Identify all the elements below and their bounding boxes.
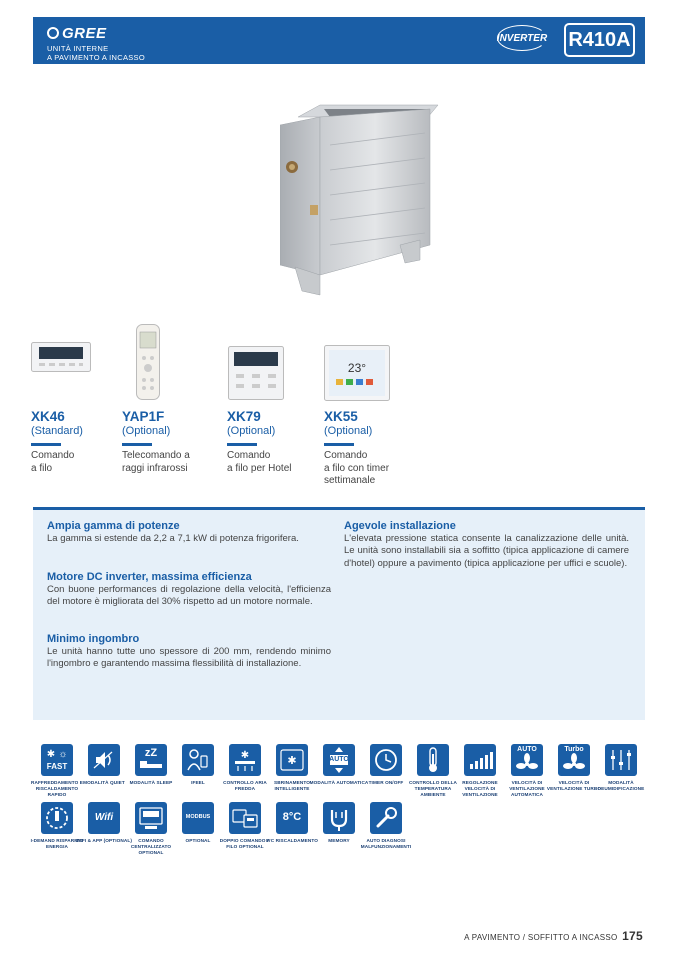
dehumidify-icon-item xyxy=(591,744,651,792)
icon-label: REGOLAZIONE VELOCITÀ DI VENTILAZIONE xyxy=(462,780,498,797)
fast-icon xyxy=(41,744,73,776)
inverter-logo xyxy=(493,23,551,57)
desc-line: Comando xyxy=(31,450,75,461)
icon-label: VELOCITÀ DI VENTILAZIONE TURBO xyxy=(546,780,602,791)
gree-logo xyxy=(47,25,107,42)
yap1f-remote-image xyxy=(136,324,160,400)
feature-text: L'elevata pressione statica consente la canalizzazione delle unità. Le unità sono installabili sia a soffitto (tipica applicazione di camere d'hotel) oppure a pavimento (tipica applicazione per uffici e scuole). xyxy=(344,533,629,569)
cold-air-icon-graphic xyxy=(229,744,261,776)
ifeel-icon xyxy=(182,744,214,776)
feature-installation xyxy=(344,520,629,570)
feature-dc-motor xyxy=(47,571,331,609)
icon-label: I-DEMAND RISPARMIO ENERGIA xyxy=(30,838,84,849)
header-subtitle-2: A PAVIMENTO A INCASSO xyxy=(47,53,145,62)
fan-speed-bars-icon xyxy=(464,744,496,776)
icon-label: MODALITÀ SLEEP xyxy=(129,780,173,785)
dehumidify-icon xyxy=(605,744,637,776)
feature-title: Agevole installazione xyxy=(344,520,456,532)
header-subtitle-1: UNITÀ INTERNE xyxy=(47,44,109,53)
brand-text: GREE xyxy=(62,25,107,42)
wrench-icon xyxy=(370,802,402,834)
desc-line: a filo xyxy=(31,462,53,474)
icon-label: TIMER ON/OFF xyxy=(368,780,404,785)
icon-label: SBRINAMENTO INTELLIGENTE xyxy=(274,780,310,791)
icon-label: MODALITÀ AUTOMATICA xyxy=(309,780,369,785)
header-banner xyxy=(33,17,645,64)
controller-type-xk55: (Optional) xyxy=(324,425,373,437)
svg-text:✱: ✱ xyxy=(287,755,297,767)
auto-mode-icon xyxy=(323,744,355,776)
icon-label: CONTROLLO ARIA FREDDA xyxy=(223,780,267,791)
svg-text:23°: 23° xyxy=(347,361,367,375)
icon-label: VELOCITÀ DI VENTILAZIONE AUTOMATICA xyxy=(509,780,545,797)
footer-section: A PAVIMENTO / SOFFITTO A INCASSO xyxy=(464,933,618,942)
fast-icon-graphic xyxy=(41,744,73,776)
controller-name-xk79: XK79 xyxy=(227,409,261,424)
icon-label: 8°C RISCALDAMENTO xyxy=(266,838,318,843)
features-panel xyxy=(33,507,645,720)
controller-name-xk55: XK55 xyxy=(324,409,358,424)
self-diagnosis-icon-item xyxy=(356,802,416,850)
xk79-controller-image xyxy=(228,346,284,400)
turbo-fan-icon xyxy=(558,744,590,776)
controller-desc-xk55 xyxy=(324,450,389,488)
gree-mark-icon xyxy=(47,27,59,39)
icon-label: MEMORY xyxy=(328,838,350,843)
svg-text:✱: ✱ xyxy=(240,750,250,761)
gauge-icon-graphic xyxy=(41,802,73,834)
feature-text: Le unità hanno tutte uno spessore di 200 mm, rendendo minimo l'ingombro e garantendo massima flessibilità di installazione. xyxy=(47,646,331,670)
icon-label: OPTIONAL xyxy=(185,838,211,843)
central-control-icon xyxy=(135,802,167,834)
controller-divider xyxy=(122,443,152,446)
modbus-icon xyxy=(182,802,214,834)
desc-line: Comando xyxy=(227,450,271,461)
xk55-controller-image xyxy=(324,345,390,401)
defrost-icon-graphic xyxy=(276,744,308,776)
speaker-quiet-icon xyxy=(88,744,120,776)
controller-type-xk79: (Optional) xyxy=(227,425,276,437)
auto-glyph: AUTO xyxy=(329,756,349,763)
thermometer-icon-graphic xyxy=(417,744,449,776)
clock-icon-graphic xyxy=(370,744,402,776)
desc-line: a filo con timer xyxy=(324,462,390,474)
idemand-icon xyxy=(41,802,73,834)
sleep-icon xyxy=(135,744,167,776)
icon-label: MODALITÀ QUIET xyxy=(83,780,125,785)
controller-type-yap1f: (Optional) xyxy=(122,425,171,437)
dual-control-icon xyxy=(229,802,261,834)
desc-line: Telecomando a xyxy=(122,450,190,461)
desc-line: Comando xyxy=(324,450,368,461)
indoor-unit-image xyxy=(280,95,440,300)
turbo-glyph: Turbo xyxy=(564,746,584,753)
wifi-glyph: Wifi xyxy=(94,812,114,823)
controller-name-yap1f: YAP1F xyxy=(122,409,165,424)
controller-divider xyxy=(227,443,257,446)
sliders-icon-graphic xyxy=(605,744,637,776)
feature-title: Motore DC inverter, massima efficienza xyxy=(47,571,252,583)
defrost-icon xyxy=(276,744,308,776)
refrigerant-badge: R410A xyxy=(564,23,635,57)
controller-type-xk46: (Standard) xyxy=(31,425,83,437)
icon-label: AUTO DIAGNOSI MALFUNZIONAMENTI xyxy=(360,838,412,849)
icon-label: RAFFREDDAMENTO E RISCALDAMENTO RAPIDO xyxy=(30,780,84,797)
feature-power-range xyxy=(47,520,331,545)
desc-line: raggi infrarossi xyxy=(122,462,188,474)
auto-fan-icon xyxy=(511,744,543,776)
heating-8c-glyph: 8°C xyxy=(282,811,302,823)
icon-label: IFEEL xyxy=(191,780,205,785)
feature-text: La gamma si estende da 2,2 a 7,1 kW di potenza frigorifera. xyxy=(47,533,299,544)
dual-control-icon-graphic xyxy=(229,802,261,834)
feature-text: Con buone performances di regolazione della velocità, l'efficienza del motore è migliorata del 30% rispetto ad un motore normale. xyxy=(47,584,331,608)
controller-divider xyxy=(324,443,354,446)
plug-icon-graphic xyxy=(323,802,355,834)
bars-icon-graphic xyxy=(464,744,496,776)
controller-desc-yap1f xyxy=(122,450,190,475)
controller-desc-xk79 xyxy=(227,450,291,475)
controller-desc-xk46 xyxy=(31,450,74,475)
icon-label: DOPPIO COMANDO A FILO OPTIONAL xyxy=(219,838,271,849)
timer-icon xyxy=(370,744,402,776)
svg-text:✱: ✱ xyxy=(46,749,56,760)
page-footer xyxy=(464,929,643,943)
cold-air-icon xyxy=(229,744,261,776)
central-control-icon-graphic xyxy=(135,802,167,834)
page-number: 175 xyxy=(622,929,643,943)
icon-label: CONTROLLO DELLA TEMPERATURA AMBIENTE xyxy=(408,780,458,797)
controller-name-xk46: XK46 xyxy=(31,409,65,424)
icon-label: MODALITÀ DEUMIDIFICAZIONE xyxy=(597,780,645,791)
wrench-icon-graphic xyxy=(370,802,402,834)
person-remote-icon-graphic xyxy=(182,744,214,776)
feature-title: Ampia gamma di potenze xyxy=(47,520,180,532)
heating-8c-icon xyxy=(276,802,308,834)
icon-label: WIFI & APP (OPTIONAL) xyxy=(75,838,132,843)
thermometer-icon xyxy=(417,744,449,776)
xk46-controller-image xyxy=(31,342,91,372)
icon-label: COMANDO CENTRALIZZATO OPTIONAL xyxy=(130,838,172,855)
controller-divider xyxy=(31,443,61,446)
desc-line: settimanale xyxy=(324,475,376,486)
modbus-glyph: MODBUS xyxy=(185,814,211,820)
inverter-text: INVERTER xyxy=(496,33,548,44)
sleep-glyph: zZ xyxy=(144,747,158,759)
speaker-icon-graphic xyxy=(88,744,120,776)
desc-line: a filo per Hotel xyxy=(227,462,292,474)
feature-title: Minimo ingombro xyxy=(47,633,140,645)
fast-glyph: FAST xyxy=(46,762,68,771)
wifi-icon xyxy=(88,802,120,834)
auto-fan-glyph: AUTO xyxy=(517,746,537,753)
svg-text:☼: ☼ xyxy=(58,749,68,760)
feature-compact xyxy=(47,633,331,671)
memory-icon xyxy=(323,802,355,834)
